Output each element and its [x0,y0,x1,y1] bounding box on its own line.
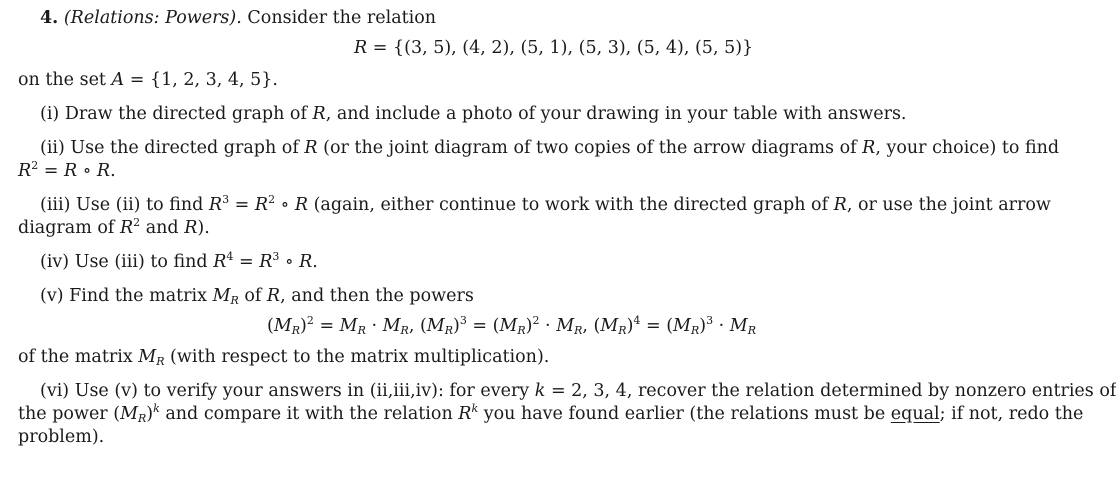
dot-operator: · [539,316,557,336]
r-symbol: R [63,161,78,181]
m-symbol: M [120,404,138,424]
r-symbol: R [119,218,134,238]
r-symbol: R [213,252,227,272]
paren: ) [699,316,707,336]
underlined-word: equal [890,404,940,424]
m-symbol: M [673,316,691,336]
part-vi-text: (vi) Use (v) to verify your answers in (ii,iii,iv): for every [40,381,535,401]
part-v-after [18,349,549,367]
part-iii-line-1 [40,193,1051,215]
exponent: k [153,402,160,415]
part-iii-text: (iii) Use (ii) to find [40,195,209,215]
equals-sign: = [313,316,340,336]
exponent: 2 [31,159,39,172]
subscript: R [357,324,366,337]
exponent: 3 [706,314,714,327]
exponent: 2 [268,193,276,206]
r-symbol: R [259,252,273,272]
part-vi-text-mid: you have found earlier (the relations must be [478,404,891,424]
subscript: R [444,324,453,337]
r-symbol: R [294,195,308,215]
part-vi-text-mid: and compare it with the relation [159,404,459,424]
part-iii-text-end: ). [197,218,210,238]
r-symbol: R [254,195,269,215]
subscript: R [690,324,700,337]
r-symbol: R [458,404,472,424]
separator: , ( [582,316,601,336]
part-iii-text-mid: and [140,218,185,238]
set-symbol: A [111,70,125,90]
subscript: R [230,294,239,307]
m-symbol: M [426,316,445,336]
subscript: R [517,324,526,337]
r-symbol: R [184,218,198,238]
part-iii-line-2 [18,216,210,238]
part-ii-symbol: R [304,138,318,158]
exponent: 4 [633,314,641,327]
period: . [110,161,116,181]
r-symbol: R [18,161,32,181]
paren: ) [525,316,533,336]
part-v-text-mid: of [238,286,267,306]
compose-operator: ∘ [279,252,300,272]
part-ii-line-2 [18,159,116,181]
problem-number: 4. [40,8,59,28]
part-vi-line-3 [18,429,104,447]
equals-sign: = [229,195,255,215]
period: . [312,252,318,272]
part-ii-symbol-2: R [862,138,876,158]
part-vi-text: problem). [18,427,105,447]
subscript: R [618,324,627,337]
part-v-text-end: (with respect to the matrix multiplication). [164,347,550,367]
exponent: 2 [532,314,540,327]
subscript: R [291,324,301,337]
exponent: 3 [272,250,280,263]
part-iii-text-end: , or use the joint arrow [846,195,1051,215]
m-symbol: M [212,286,231,306]
r-symbol: R [833,195,847,215]
m-symbol: M [556,316,575,336]
subscript: R [137,412,147,425]
set-definition [18,72,278,90]
part-iii-text: diagram of [18,218,120,238]
exponent: 3 [222,193,230,206]
part-ii-text-mid: (or the joint diagram of two copies of the arrow diagrams of [317,138,863,158]
paren: ) [452,316,460,336]
paren: ) [146,404,154,424]
part-vi-text: the power ( [18,404,121,424]
r-symbol: R [266,286,281,306]
paren: ( [267,316,274,336]
m-symbol: M [382,316,401,336]
part-vi-text-end: ; if not, redo the [939,404,1084,424]
equals-sign: = ( [466,316,500,336]
exponent: k [471,402,479,415]
r-symbol: R [208,195,223,215]
m-symbol: M [729,316,748,336]
m-symbol: M [339,316,358,336]
part-i-text-end: , and include a photo of your drawing in your table with answers. [325,104,907,124]
part-vi-line-2 [18,402,1084,425]
subscript: R [400,324,409,337]
compose-operator: ∘ [77,161,97,181]
part-ii-line-1 [40,138,1060,158]
part-vi-line-1 [40,381,1116,401]
problem-heading [40,10,436,28]
part-iii-text-mid: (again, either continue to work with the directed graph of [308,195,834,215]
powers-formula [267,314,756,337]
part-i-text: (i) Draw the directed graph of [40,104,313,124]
paren: ) [300,316,307,336]
part-vi-text-end: = 2, 3, 4, recover the relation determined by nonzero entries of [545,381,1116,401]
relation-symbol: R [354,38,368,58]
relation-formula [354,40,753,58]
part-iv [40,250,318,272]
part-v [40,288,474,306]
part-ii-text: (ii) Use the directed graph of [40,138,305,158]
m-symbol: M [499,316,518,336]
part-iv-text: (iv) Use (iii) to find [40,252,214,272]
r-symbol: R [96,161,111,181]
m-symbol: M [138,347,157,367]
relation-pairs: = {(3, 5), (4, 2), (5, 1), (5, 3), (5, 4), (5, 5)} [367,38,754,58]
dot-operator: · [713,316,730,336]
part-i-symbol: R [312,104,326,124]
part-v-text: (v) Find the matrix [40,286,213,306]
equals-sign: = [38,161,64,181]
dot-operator: · [365,316,383,336]
m-symbol: M [600,316,619,336]
part-ii-text-end: , your choice) to find [875,138,1060,158]
exponent: 4 [226,250,234,263]
equals-sign: = [233,252,260,272]
separator: , ( [408,316,427,336]
subscript: R [747,324,756,337]
paren: ) [626,316,634,336]
k-symbol: k [534,381,546,401]
set-elements: = {1, 2, 3, 4, 5}. [124,70,278,90]
problem-topic: (Relations: Powers). [63,8,242,28]
subscript: R [156,355,165,368]
part-v-text: of the matrix [18,347,139,367]
set-text: on the set [18,70,112,90]
equals-sign: = ( [640,316,674,336]
m-symbol: M [273,316,292,336]
exponent: 2 [133,216,141,229]
compose-operator: ∘ [275,195,295,215]
subscript: R [574,324,583,337]
problem-intro: Consider the relation [247,8,437,28]
part-i [40,106,907,124]
part-v-text-end: , and then the powers [280,286,474,306]
exponent: 2 [306,314,314,327]
exponent: 3 [459,314,467,327]
r-symbol: R [299,252,313,272]
